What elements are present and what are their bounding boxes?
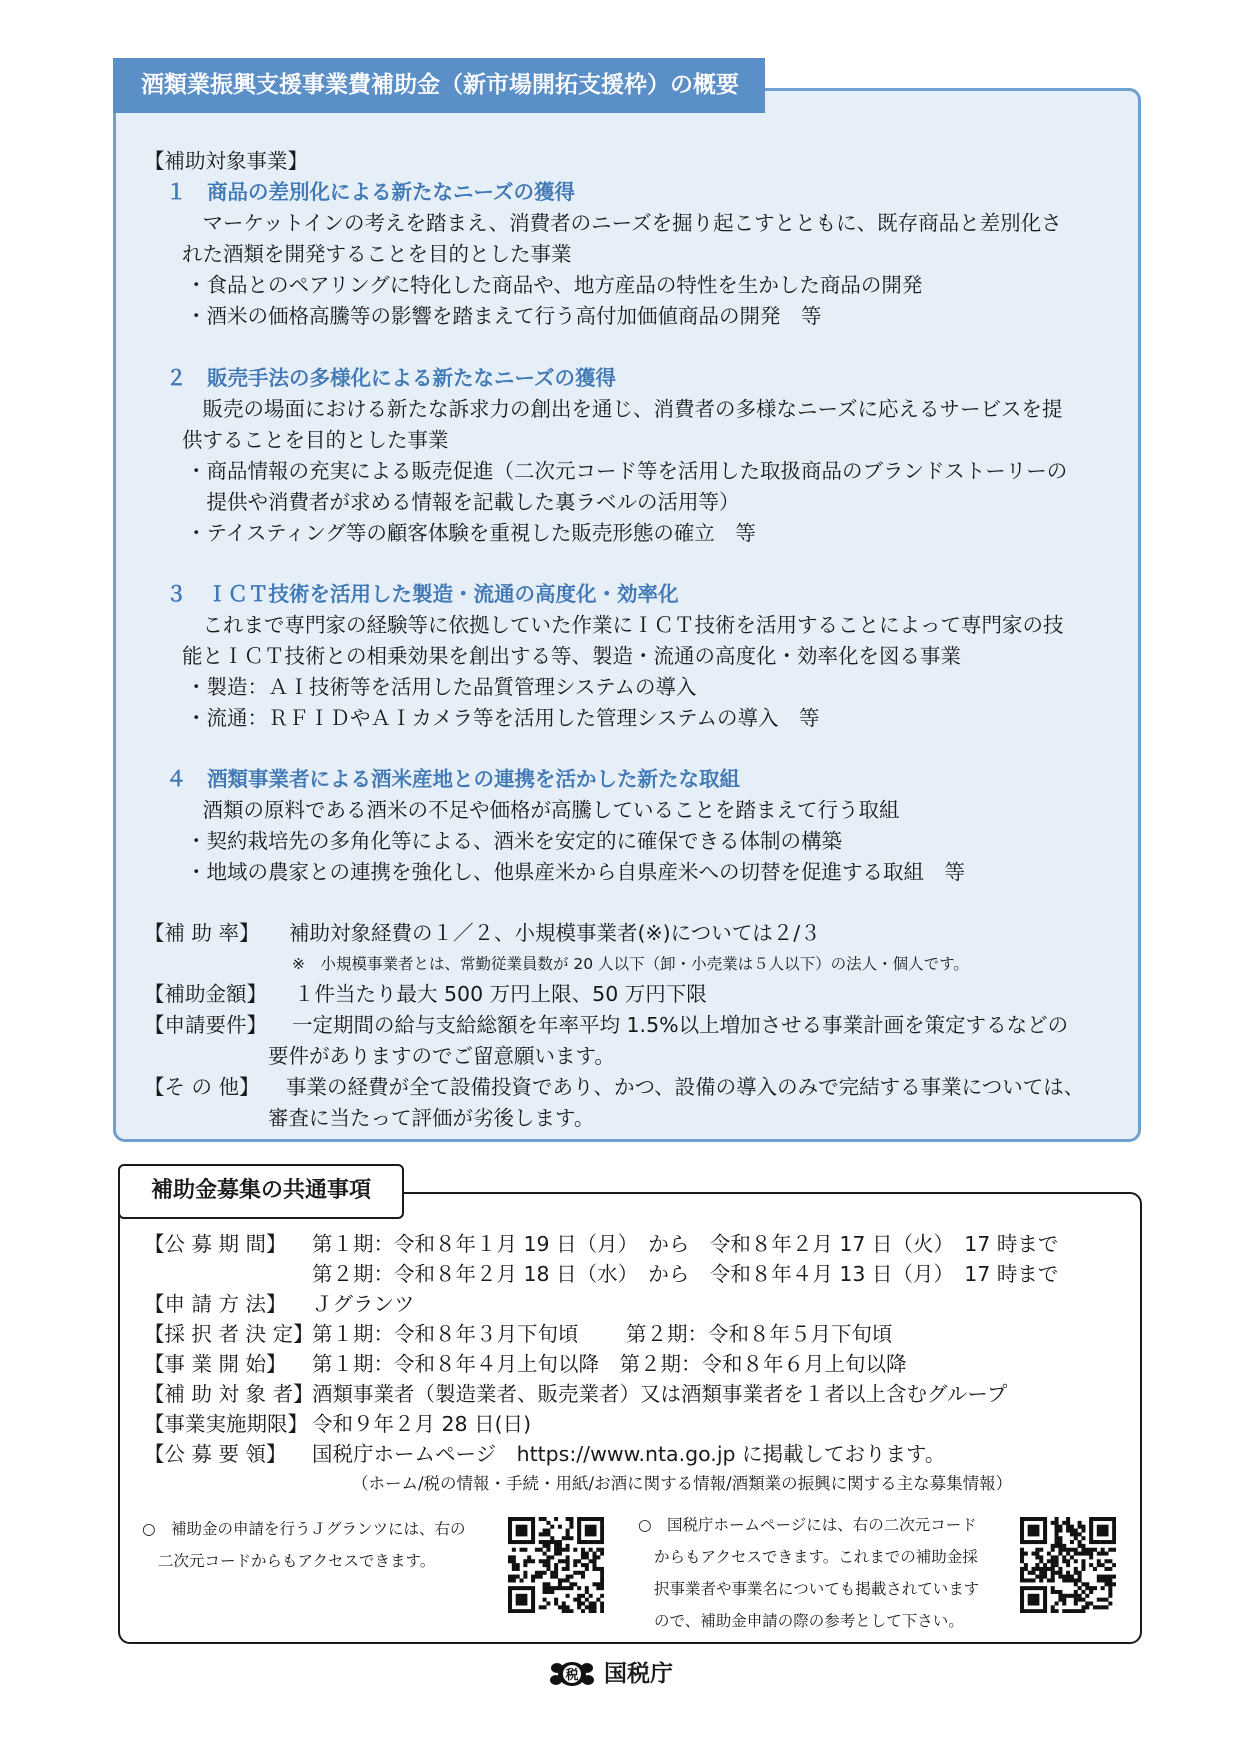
row-value-period-2: 第２期：令和８年２月 18 日（水） から 令和８年４月 13 日（月） 17 時まで: [312, 1262, 1059, 1286]
row-value-selection: 第１期：令和８年３月下旬頃 第２期：令和８年５月下旬頃: [312, 1322, 893, 1346]
subsidy-rate-value: 補助対象経費の１／２、小規模事業者(※)については２/３: [289, 921, 821, 945]
row-label-period: 【公 募 期 間】: [144, 1232, 287, 1256]
row-label-start: 【事 業 開 始】: [144, 1352, 287, 1376]
note-left-2: 二次元コードからもアクセスできます。: [158, 1552, 436, 1570]
subsidy-rate-note: ※ 小規模事業者とは、常勤従業員数が 20 人以下（卸・小売業は５人以下）の法人・個人です。: [292, 955, 969, 973]
other-line-2: 審査に当たって評価が劣後します。: [268, 1106, 595, 1130]
item-3-bullet-1: ・製造：ＡＩ技術等を活用した品質管理システムの導入: [186, 675, 697, 699]
item-1-bullet-2: ・酒米の価格高騰等の影響を踏まえて行う高付加価値商品の開発 等: [186, 304, 822, 328]
row-value-deadline: 令和９年２月 28 日(日): [312, 1412, 532, 1436]
row-label-selection: 【採 択 者 決 定】: [144, 1322, 314, 1346]
logo-char: 税: [565, 1668, 579, 1683]
common-title: 補助金募集の共通事項: [118, 1164, 404, 1219]
other-line-1: 事業の経費が全て設備投資であり、かつ、設備の導入のみで完結する事業については、: [286, 1075, 1085, 1099]
item-1-heading: １ 商品の差別化による新たなニーズの獲得: [166, 180, 575, 204]
subsidy-rate-label: 【補 助 率】: [144, 921, 260, 945]
amount-label: 【補助金額】: [144, 982, 267, 1006]
amount-value: １件当たり最大 500 万円上限、50 万円下限: [294, 982, 707, 1006]
item-3-heading: ３ ＩＣＴ技術を活用した製造・流通の高度化・効率化: [166, 582, 679, 606]
item-2-bullet-3: ・テイスティング等の顧客体験を重視した販売形態の確立 等: [186, 521, 756, 545]
item-1-bullet-1: ・食品とのペアリングに特化した商品や、地方産品の特性を生かした商品の開発: [186, 273, 923, 297]
row-value-start: 第１期：令和８年４月上旬以降 第２期：令和８年６月上旬以降: [312, 1352, 907, 1376]
row-label-deadline: 【事業実施期限】: [144, 1412, 308, 1436]
item-1-desc-2: れた酒類を開発することを目的とした事業: [182, 242, 572, 266]
row-label-guideline: 【公 募 要 領】: [144, 1442, 287, 1466]
nta-logo-icon: [548, 1659, 596, 1689]
item-3-desc-2: 能とＩＣＴ技術との相乗効果を創出する等、製造・流通の高度化・効率化を図る事業: [182, 644, 961, 668]
item-1-desc-1: マーケットインの考えを踏まえ、消費者のニーズを掘り起こすとともに、既存商品と差別化さ: [182, 211, 1062, 235]
item-3-desc-1: これまで専門家の経験等に依拠していた作業にＩＣＴ技術を活用することによって専門家の技: [182, 613, 1064, 637]
row-value-period-1: 第１期：令和８年１月 19 日（月） から 令和８年２月 17 日（火） 17 時まで: [312, 1232, 1059, 1256]
note-left-1: ○ 補助金の申請を行うＪグランツには、右の: [142, 1520, 466, 1538]
row-label-method: 【申 請 方 法】: [144, 1292, 287, 1316]
requirement-line-1: 一定期間の給与支給総額を年率平均 1.5%以上増加させる事業計画を策定するなどの: [292, 1013, 1069, 1037]
note-right-4: ので、補助金申請の際の参考として下さい。: [654, 1612, 964, 1630]
row-value-method: Ｊグランツ: [312, 1292, 415, 1316]
requirement-line-2: 要件がありますのでご留意願います。: [268, 1044, 615, 1068]
org-name: 国税庁: [604, 1661, 673, 1687]
item-2-heading: ２ 販売手法の多様化による新たなニーズの獲得: [166, 366, 616, 390]
item-4-heading: ４ 酒類事業者による酒米産地との連携を活かした新たな取組: [166, 767, 740, 791]
jgrants-qr-code[interactable]: [508, 1517, 604, 1613]
requirement-label: 【申請要件】: [144, 1013, 267, 1037]
other-label: 【そ の 他】: [144, 1075, 260, 1099]
site-path: （ホーム/税の情報・手続・用紙/お酒に関する情報/酒類業の振興に関する主な募集情報）: [352, 1474, 1013, 1493]
item-4-desc-1: 酒類の原料である酒米の不足や価格が高騰していることを踏まえて行う取組: [182, 798, 900, 822]
row-value-target: 酒類事業者（製造業者、販売業者）又は酒類事業者を１者以上含むグループ: [312, 1382, 1008, 1406]
item-4-bullet-2: ・地域の農家との連携を強化し、他県産米から自県産米への切替を促進する取組 等: [186, 860, 965, 884]
item-3-bullet-2: ・流通：ＲＦＩＤやＡＩカメラ等を活用した管理システムの導入 等: [186, 706, 820, 730]
item-2-bullet-2: 提供や消費者が求める情報を記載した裏ラベルの活用等）: [186, 490, 740, 514]
target-section-label: 【補助対象事業】: [144, 149, 308, 173]
row-value-guideline[interactable]: 国税庁ホームページ https://www.nta.go.jp に掲載しております。: [312, 1442, 946, 1466]
row-label-target: 【補 助 対 象 者】: [144, 1382, 314, 1406]
item-2-desc-1: 販売の場面における新たな訴求力の創出を通じ、消費者の多様なニーズに応えるサービスを提: [182, 397, 1063, 421]
nta-qr-code[interactable]: [1020, 1517, 1116, 1613]
item-2-desc-2: 供することを目的とした事業: [182, 428, 449, 452]
overview-title: 酒類業振興支援事業費補助金（新市場開拓支援枠）の概要: [113, 58, 765, 113]
note-right-3: 択事業者や事業名についても掲載されています: [654, 1580, 980, 1598]
note-right-2: からもアクセスできます。これまでの補助金採: [654, 1548, 978, 1566]
item-2-bullet-1: ・商品情報の充実による販売促進（二次元コード等を活用した取扱商品のブランドストーリーの: [186, 459, 1068, 483]
note-right-1: ○ 国税庁ホームページには、右の二次元コード: [638, 1516, 977, 1534]
item-4-bullet-1: ・契約栽培先の多角化等による、酒米を安定的に確保できる体制の構築: [186, 829, 842, 853]
